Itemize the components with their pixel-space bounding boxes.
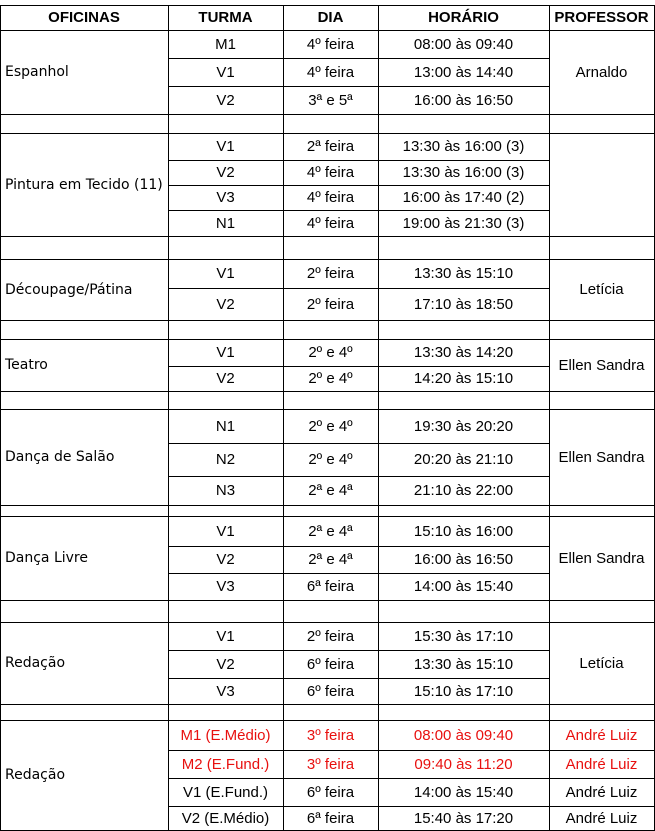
column-divider: [0, 5, 1, 830]
turma-cell: V3: [216, 682, 235, 700]
dia-cell: 2ª e 4ª: [308, 482, 353, 499]
horario-cell: 16:00 às 17:40 (2): [402, 189, 525, 206]
professor-cell: Ellen Sandra: [558, 549, 645, 567]
header-turma: TURMA: [198, 9, 253, 26]
header-dia: DIA: [317, 9, 344, 26]
grid-line: [168, 210, 550, 211]
grid-line: [168, 750, 550, 751]
professor-cell: Arnaldo: [575, 63, 628, 81]
horario-cell: 08:00 às 09:40: [413, 35, 514, 53]
dia-cell: 4º feira: [306, 164, 355, 181]
turma-cell: N3: [215, 482, 236, 499]
turma-cell: V1: [216, 627, 235, 645]
turma-cell: V1: [216, 63, 235, 81]
turma-cell: V2: [216, 370, 235, 387]
header-professor: PROFESSOR: [554, 9, 649, 26]
grid-line: [0, 720, 655, 721]
horario-cell: 19:30 às 20:20: [413, 417, 514, 435]
dia-cell: 2º feira: [306, 265, 355, 282]
professor-cell: [549, 133, 654, 236]
grid-line: [0, 114, 655, 115]
dia-cell: 3ª e 5ª: [308, 91, 353, 109]
grid-line: [168, 546, 550, 547]
turma-cell: V2: [216, 164, 235, 181]
turma-cell: M2 (E.Fund.): [181, 755, 270, 773]
turma-cell: N1: [215, 417, 236, 435]
dia-cell: 6º feira: [306, 655, 355, 673]
horario-cell: 15:10 às 16:00: [413, 522, 514, 540]
horario-cell: 13:30 às 16:00 (3): [402, 164, 525, 181]
horario-cell: 17:10 às 18:50: [413, 295, 514, 313]
grid-line: [168, 160, 550, 161]
grid-line: [168, 650, 550, 651]
column-divider: [549, 5, 550, 830]
horario-cell: 19:00 às 21:30 (3): [402, 214, 525, 232]
turma-cell: N1: [215, 214, 236, 232]
horario-cell: 16:00 às 16:50: [413, 551, 514, 568]
oficina-name: Espanhol: [5, 64, 69, 80]
horario-cell: 16:00 às 16:50: [413, 91, 514, 109]
turma-cell: V1: [216, 344, 235, 361]
horario-cell: 08:00 às 09:40: [413, 726, 514, 744]
oficina-name: Dança Livre: [5, 550, 88, 566]
horario-cell: 13:30 às 15:10: [413, 655, 514, 673]
horario-cell: 14:20 às 15:10: [413, 370, 514, 387]
horario-cell: 21:10 às 22:00: [413, 482, 514, 499]
professor-cell: André Luiz: [565, 755, 638, 773]
grid-line: [168, 678, 550, 679]
turma-cell: M1 (E.Médio): [180, 726, 271, 744]
turma-cell: V2 (E.Médio): [181, 809, 270, 827]
horario-cell: 14:00 às 15:40: [413, 578, 514, 595]
header-oficinas: OFICINAS: [48, 9, 120, 26]
dia-cell: 2ª feira: [306, 138, 355, 155]
dia-cell: 2º e 4º: [308, 370, 353, 387]
grid-line: [168, 366, 550, 367]
oficina-name: Découpage/Pátina: [5, 281, 133, 298]
horario-cell: 09:40 às 11:20: [414, 755, 513, 773]
grid-line: [0, 320, 655, 321]
grid-line: [168, 476, 550, 477]
dia-cell: 2º feira: [306, 627, 355, 645]
horario-cell: 15:10 às 17:10: [413, 682, 514, 700]
professor-cell: Letícia: [579, 654, 624, 672]
oficina-name: Redação: [5, 655, 66, 671]
grid-line: [549, 778, 655, 779]
horario-cell: 14:00 às 15:40: [413, 783, 514, 801]
dia-cell: 2ª e 4ª: [308, 522, 353, 540]
grid-line: [0, 259, 655, 260]
turma-cell: V2: [216, 295, 235, 313]
horario-cell: 15:30 às 17:10: [413, 627, 514, 645]
grid-line: [168, 86, 550, 87]
turma-cell: V3: [216, 189, 235, 206]
dia-cell: 6º feira: [306, 783, 355, 801]
grid-line: [0, 391, 655, 392]
grid-line: [0, 339, 655, 340]
header-horario: HORÁRIO: [428, 9, 499, 26]
grid-line: [0, 236, 655, 237]
turma-cell: V1: [216, 522, 235, 540]
dia-cell: 6ª feira: [306, 809, 355, 827]
grid-line: [168, 288, 550, 289]
turma-cell: V2: [216, 91, 235, 109]
grid-line: [168, 58, 550, 59]
grid-line: [168, 806, 550, 807]
dia-cell: 2º feira: [306, 295, 355, 313]
grid-line: [0, 704, 655, 705]
grid-line: [0, 600, 655, 601]
turma-cell: V1: [216, 138, 235, 155]
dia-cell: 3º feira: [306, 726, 355, 744]
turma-cell: V1 (E.Fund.): [182, 783, 269, 801]
horario-cell: 13:30 às 15:10: [413, 265, 514, 282]
grid-line: [549, 806, 655, 807]
turma-cell: M1: [215, 35, 236, 53]
grid-line: [0, 409, 655, 410]
horario-cell: 13:30 às 16:00 (3): [402, 138, 525, 155]
grid-line: [0, 516, 655, 517]
dia-cell: 4º feira: [306, 35, 355, 53]
turma-cell: V2: [216, 655, 235, 673]
grid-line: [168, 185, 550, 186]
oficina-name: Teatro: [5, 357, 48, 373]
grid-line: [0, 505, 655, 506]
column-divider: [378, 5, 379, 830]
dia-cell: 2º e 4º: [308, 451, 353, 468]
professor-cell: André Luiz: [565, 726, 638, 744]
horario-cell: 20:20 às 21:10: [413, 451, 514, 468]
grid-line: [0, 133, 655, 134]
grid-line: [168, 443, 550, 444]
dia-cell: 2º e 4º: [308, 344, 353, 361]
professor-cell: André Luiz: [565, 783, 638, 801]
grid-line: [168, 573, 550, 574]
professor-cell: Ellen Sandra: [558, 448, 645, 466]
grid-line: [549, 750, 655, 751]
oficina-name: Dança de Salão: [5, 449, 115, 465]
turma-cell: N2: [215, 451, 236, 468]
dia-cell: 2º e 4º: [308, 417, 353, 435]
turma-cell: V1: [216, 265, 235, 282]
dia-cell: 2ª e 4ª: [308, 551, 353, 568]
grid-line: [0, 30, 655, 31]
dia-cell: 6ª feira: [306, 578, 355, 595]
column-divider: [283, 5, 284, 830]
oficina-name: Pintura em Tecido (11): [5, 176, 163, 193]
horario-cell: 15:40 às 17:20: [413, 809, 514, 827]
turma-cell: V3: [216, 578, 235, 595]
dia-cell: 3º feira: [306, 755, 355, 773]
professor-cell: Letícia: [579, 281, 624, 298]
dia-cell: 6º feira: [306, 682, 355, 700]
dia-cell: 4º feira: [306, 189, 355, 206]
horario-cell: 13:30 às 14:20: [413, 344, 514, 361]
column-divider: [168, 5, 169, 830]
horario-cell: 13:00 às 14:40: [413, 63, 514, 81]
dia-cell: 4º feira: [306, 214, 355, 232]
grid-line: [0, 622, 655, 623]
professor-cell: André Luiz: [565, 809, 638, 827]
grid-line: [168, 778, 550, 779]
dia-cell: 4º feira: [306, 63, 355, 81]
turma-cell: V2: [216, 551, 235, 568]
professor-cell: Ellen Sandra: [558, 356, 645, 374]
oficina-name: Redação: [5, 767, 66, 783]
grid-line: [0, 5, 655, 6]
